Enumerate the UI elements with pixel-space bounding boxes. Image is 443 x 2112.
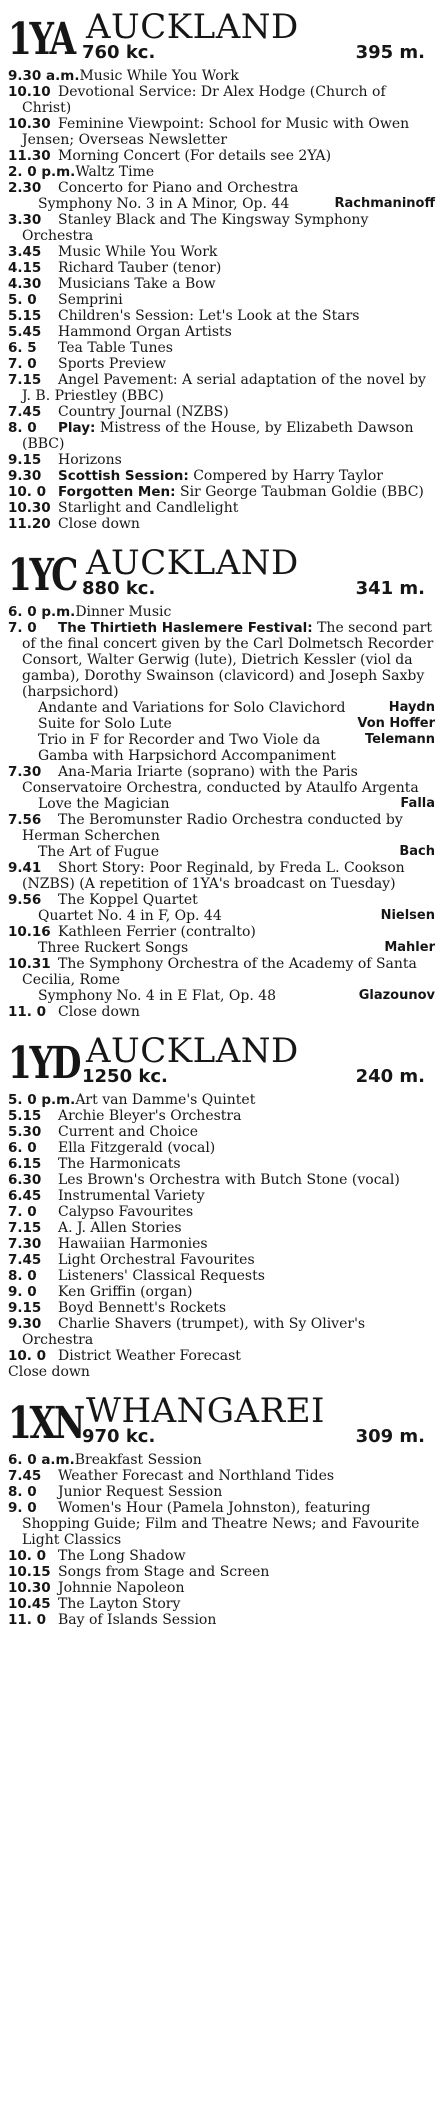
- programme-title: Current and Choice: [58, 1124, 199, 1140]
- programme-time: 5.30: [8, 1124, 42, 1140]
- programme-title: District Weather Forecast: [58, 1348, 241, 1364]
- programme-item: [8, 1236, 435, 1252]
- programme-feature: Scottish Session:: [58, 468, 189, 484]
- station-city: WHANGAREI: [86, 1391, 325, 1431]
- programme-item: [8, 1452, 435, 1468]
- programme-title: Close down: [58, 516, 140, 532]
- programme-time: 9. 0: [8, 1284, 37, 1300]
- programme-title: Ken Griffin (organ): [58, 1284, 193, 1300]
- station-callsign: 1YA: [8, 14, 74, 65]
- programme-item: [8, 1596, 435, 1612]
- programme-item: [8, 1284, 435, 1300]
- programme-title: The Symphony Orchestra of the Academy of Santa Cecilia, Rome: [22, 956, 417, 988]
- station-wavelength: 341 m.: [355, 578, 425, 599]
- programme-time: 9.15: [8, 452, 42, 468]
- work-composer: Bach: [399, 844, 435, 859]
- station-0: [8, 6, 435, 532]
- programme-item: [8, 164, 435, 180]
- station-frequency: 760 kc.: [82, 42, 156, 63]
- work-title: Quartet No. 4 in F, Op. 44: [38, 908, 222, 924]
- programme-item: [8, 324, 435, 340]
- station-wavelength: 240 m.: [355, 1066, 425, 1087]
- programme-item: [8, 484, 435, 500]
- programme-work: [8, 908, 435, 924]
- programme-time: 10.30: [8, 500, 51, 516]
- programme-title: Compered by Harry Taylor: [193, 468, 383, 484]
- programme-list: [8, 604, 435, 1020]
- programme-time: 7. 0: [8, 356, 37, 372]
- programme-title: Boyd Bennett's Rockets: [58, 1300, 227, 1316]
- programme-item: [8, 1140, 435, 1156]
- programme-time: 11.30: [8, 148, 51, 164]
- programme-item: [8, 84, 435, 116]
- programme-title: The Koppel Quartet: [58, 892, 198, 908]
- station-city: AUCKLAND: [86, 543, 299, 583]
- programme-item: [8, 764, 435, 796]
- programme-time: 9.30: [8, 468, 42, 484]
- programme-time: 11.20: [8, 516, 51, 532]
- programme-time: 8. 0: [8, 1268, 37, 1284]
- programme-time: 10.31: [8, 956, 51, 972]
- programme-item: [8, 1108, 435, 1124]
- programme-title: Children's Session: Let's Look at the Stars: [58, 308, 360, 324]
- programme-time: 10. 0: [8, 1348, 47, 1364]
- programme-title: The Beromunster Radio Orchestra conducted by Herman Scherchen: [22, 812, 403, 844]
- programme-title: The Layton Story: [58, 1596, 181, 1612]
- programme-item: [8, 276, 435, 292]
- programme-time: 10.45: [8, 1596, 51, 1612]
- programme-item: [8, 1612, 435, 1628]
- programme-work: [8, 796, 435, 812]
- programme-item: [8, 1564, 435, 1580]
- programme-item: [8, 1092, 435, 1108]
- programme-title: Angel Pavement: A serial adaptation of the novel by J. B. Priestley (BBC): [22, 372, 426, 404]
- programme-time: 10.10: [8, 84, 51, 100]
- programme-item: [8, 212, 435, 244]
- programme-time: 2.30: [8, 180, 42, 196]
- programme-title: Breakfast Session: [74, 1452, 202, 1468]
- programme-item: [8, 1156, 435, 1172]
- programme-time: 6.45: [8, 1188, 42, 1204]
- work-composer: Falla: [400, 796, 435, 811]
- programme-time: 7.45: [8, 404, 42, 420]
- programme-item: [8, 468, 435, 484]
- programme-time: 5.15: [8, 308, 42, 324]
- programme-title: Tea Table Tunes: [58, 340, 173, 356]
- station-callsign: 1YD: [8, 1038, 80, 1089]
- programme-title: Women's Hour (Pamela Johnston), featuring Shopping Guide; Film and Theatre News; and Favourite Light Classics: [22, 1500, 420, 1548]
- station-wavelength: 395 m.: [355, 42, 425, 63]
- programme-item: [8, 1500, 435, 1548]
- programme-item: [8, 308, 435, 324]
- station-callsign: 1XN: [8, 1398, 83, 1449]
- frequency-line: [82, 580, 435, 598]
- programme-title: Les Brown's Orchestra with Butch Stone (vocal): [58, 1172, 400, 1188]
- programme-time: 7.56: [8, 812, 42, 828]
- programme-time: 7.15: [8, 372, 42, 388]
- station-header: [8, 542, 435, 601]
- programme-feature: Play:: [58, 420, 96, 436]
- station-header: [8, 1390, 435, 1449]
- station-frequency: 970 kc.: [82, 1426, 156, 1447]
- station-header-details: [82, 1031, 435, 1087]
- programme-item: [8, 260, 435, 276]
- programme-time: 3.30: [8, 212, 42, 228]
- programme-title: Feminine Viewpoint: School for Music with Owen Jensen; Overseas Newsletter: [22, 116, 410, 148]
- programme-title: Sir George Taubman Goldie (BBC): [179, 484, 424, 500]
- programme-time: 9.41: [8, 860, 42, 876]
- programme-time: 3.45: [8, 244, 42, 260]
- programme-title: The second part of the final concert given by the Carl Dolmetsch Recorder Consort, Walter Gerwig (lute), Dietrich Kessler (viol da gamba), Dorothy Swainson (clavicord) and Joseph Saxby (harpsichord): [22, 620, 434, 700]
- station-header-details: [82, 543, 435, 599]
- programme-title: Music While You Work: [79, 68, 239, 84]
- station-1: [8, 542, 435, 1020]
- programme-item: [8, 500, 435, 516]
- programme-work: [8, 716, 435, 732]
- programme-title: Dinner Music: [75, 604, 172, 620]
- programme-item: [8, 860, 435, 892]
- programme-title: Instrumental Variety: [58, 1188, 205, 1204]
- programme-time: 9.56: [8, 892, 42, 908]
- programme-time: 7.45: [8, 1468, 42, 1484]
- programme-time: 9.30: [8, 1316, 42, 1332]
- programme-title: Charlie Shavers (trumpet), with Sy Oliver's Orchestra: [22, 1316, 366, 1348]
- programme-title: Ella Fitzgerald (vocal): [58, 1140, 216, 1156]
- programme-time: 10.30: [8, 1580, 51, 1596]
- programme-title: Concerto for Piano and Orchestra: [58, 180, 299, 196]
- programme-title: Light Orchestral Favourites: [58, 1252, 255, 1268]
- work-composer: Von Hoffer: [357, 716, 435, 731]
- programme-time: 6. 0: [8, 1140, 37, 1156]
- programme-time: 6.30: [8, 1172, 42, 1188]
- programme-item: [8, 1300, 435, 1316]
- programme-item: [8, 292, 435, 308]
- programme-time: 7. 0: [8, 620, 37, 636]
- programme-item: [8, 812, 435, 844]
- programme-time: 8. 0: [8, 420, 37, 436]
- programme-title: Hawaiian Harmonies: [58, 1236, 208, 1252]
- programme-item: [8, 1468, 435, 1484]
- programme-title: Songs from Stage and Screen: [58, 1564, 270, 1580]
- programme-time: 4.30: [8, 276, 42, 292]
- programme-title: Morning Concert (For details see 2YA): [58, 148, 332, 164]
- work-composer: Glazounov: [358, 988, 435, 1003]
- work-composer: Telemann: [364, 732, 435, 747]
- work-composer: Haydn: [388, 700, 435, 715]
- programme-time: 7.30: [8, 764, 42, 780]
- programme-title: Music While You Work: [58, 244, 218, 260]
- programme-item: [8, 356, 435, 372]
- programme-time: 10.15: [8, 1564, 51, 1580]
- programme-time: 5.15: [8, 1108, 42, 1124]
- programme-work: [8, 196, 435, 212]
- programme-title: Johnnie Napoleon: [58, 1580, 185, 1596]
- programme-title: Country Journal (NZBS): [58, 404, 229, 420]
- programme-title: Sports Preview: [58, 356, 166, 372]
- programme-time: 2. 0 p.m.: [8, 164, 76, 180]
- programme-item: [8, 244, 435, 260]
- programme-list: [8, 1452, 435, 1628]
- programme-title: Close down: [8, 1364, 90, 1380]
- programme-title: Richard Tauber (tenor): [58, 260, 222, 276]
- programme-item: [8, 1252, 435, 1268]
- programme-time: 10.30: [8, 116, 51, 132]
- programme-time: 9.30 a.m.: [8, 68, 80, 84]
- programme-title: Close down: [58, 1004, 140, 1020]
- programme-item: [8, 1484, 435, 1500]
- work-title: Symphony No. 4 in E Flat, Op. 48: [38, 988, 277, 1004]
- station-callsign: 1YC: [8, 550, 77, 601]
- programme-time: 10. 0: [8, 1548, 47, 1564]
- programme-item: [8, 516, 435, 532]
- programme-time: 7.45: [8, 1252, 42, 1268]
- programme-item: [8, 372, 435, 404]
- station-3: [8, 1390, 435, 1628]
- programme-item: [8, 452, 435, 468]
- programme-title: Bay of Islands Session: [58, 1612, 217, 1628]
- frequency-line: [82, 1428, 435, 1446]
- programme-time: 11. 0: [8, 1612, 47, 1628]
- programme-work: [8, 700, 435, 716]
- programme-title: A. J. Allen Stories: [58, 1220, 182, 1236]
- programme-time: 7. 0: [8, 1204, 37, 1220]
- station-wavelength: 309 m.: [355, 1426, 425, 1447]
- station-header: [8, 6, 435, 65]
- programme-item: [8, 620, 435, 700]
- programme-item: [8, 116, 435, 148]
- programme-item: [8, 924, 435, 940]
- programme-time: 9. 0: [8, 1500, 37, 1516]
- programme-title: Listeners' Classical Requests: [58, 1268, 265, 1284]
- programme-list: [8, 68, 435, 532]
- programme-item: [8, 1580, 435, 1596]
- work-title: Love the Magician: [38, 796, 170, 812]
- programme-title: Hammond Organ Artists: [58, 324, 232, 340]
- programme-title: Archie Bleyer's Orchestra: [58, 1108, 242, 1124]
- programme-work: [8, 940, 435, 956]
- programme-item: [8, 1188, 435, 1204]
- work-title: Trio in F for Recorder and Two Viole da Gamba with Harpsichord Accompaniment: [38, 732, 336, 764]
- programme-title: Musicians Take a Bow: [58, 276, 216, 292]
- programme-item: [8, 1124, 435, 1140]
- programme-title: Mistress of the House, by Elizabeth Dawson (BBC): [22, 420, 414, 452]
- programme-feature: Forgotten Men:: [58, 484, 176, 500]
- programme-title: Horizons: [58, 452, 122, 468]
- programme-time: 6.15: [8, 1156, 42, 1172]
- programme-title: The Long Shadow: [58, 1548, 186, 1564]
- work-composer: Nielsen: [380, 908, 435, 923]
- programme-time: 9.15: [8, 1300, 42, 1316]
- work-title: Andante and Variations for Solo Clavichord: [38, 700, 346, 716]
- programme-item: [8, 1004, 435, 1020]
- programme-item: [8, 420, 435, 452]
- programme-time: 4.15: [8, 260, 42, 276]
- programme-item: [8, 1348, 435, 1364]
- work-title: Suite for Solo Lute: [38, 716, 172, 732]
- programme-work: [8, 732, 435, 764]
- station-frequency: 880 kc.: [82, 578, 156, 599]
- station-header-details: [82, 7, 435, 63]
- frequency-line: [82, 44, 435, 62]
- station-city: AUCKLAND: [86, 1031, 299, 1071]
- programme-title: Waltz Time: [75, 164, 155, 180]
- programme-title: Stanley Black and The Kingsway Symphony Orchestra: [22, 212, 369, 244]
- programme-work: [8, 988, 435, 1004]
- station-frequency: 1250 kc.: [82, 1066, 168, 1087]
- programme-time: 5. 0: [8, 292, 37, 308]
- programme-item: [8, 956, 435, 988]
- programme-item: [8, 148, 435, 164]
- programme-list: [8, 1092, 435, 1380]
- programme-title: Junior Request Session: [58, 1484, 223, 1500]
- programme-item: [8, 1364, 435, 1380]
- work-title: The Art of Fugue: [38, 844, 160, 860]
- programme-time: 6. 0 a.m.: [8, 1452, 75, 1468]
- programme-item: [8, 180, 435, 196]
- work-title: Three Ruckert Songs: [38, 940, 189, 956]
- programme-work: [8, 844, 435, 860]
- work-title: Symphony No. 3 in A Minor, Op. 44: [38, 196, 290, 212]
- programme-title: Kathleen Ferrier (contralto): [58, 924, 256, 940]
- programme-title: Calypso Favourites: [58, 1204, 194, 1220]
- programme-time: 10. 0: [8, 484, 47, 500]
- programme-item: [8, 1548, 435, 1564]
- programme-time: 8. 0: [8, 1484, 37, 1500]
- programme-item: [8, 1220, 435, 1236]
- programme-time: 5. 0 p.m.: [8, 1092, 76, 1108]
- programme-item: [8, 68, 435, 84]
- programme-time: 6. 0 p.m.: [8, 604, 76, 620]
- programme-item: [8, 340, 435, 356]
- station-header-details: [82, 1391, 435, 1447]
- programme-time: 10.16: [8, 924, 51, 940]
- programme-title: Starlight and Candlelight: [58, 500, 239, 516]
- programme-item: [8, 1204, 435, 1220]
- work-composer: Rachmaninoff: [334, 196, 435, 211]
- programme-title: Devotional Service: Dr Alex Hodge (Church of Christ): [22, 84, 386, 116]
- programme-time: 11. 0: [8, 1004, 47, 1020]
- programme-title: Short Story: Poor Reginald, by Freda L. Cookson (NZBS) (A repetition of 1YA's broadcast on Tuesday): [22, 860, 405, 892]
- programme-time: 7.30: [8, 1236, 42, 1252]
- programme-item: [8, 404, 435, 420]
- frequency-line: [82, 1068, 435, 1086]
- station-2: [8, 1030, 435, 1380]
- programme-item: [8, 604, 435, 620]
- programme-item: [8, 1316, 435, 1348]
- programme-time: 6. 5: [8, 340, 37, 356]
- programme-item: [8, 1268, 435, 1284]
- programme-title: The Harmonicats: [58, 1156, 181, 1172]
- programme-feature: The Thirtieth Haslemere Festival:: [58, 620, 313, 636]
- programme-item: [8, 892, 435, 908]
- station-city: AUCKLAND: [86, 7, 299, 47]
- programme-title: Semprini: [58, 292, 123, 308]
- work-composer: Mahler: [384, 940, 435, 955]
- programme-item: [8, 1172, 435, 1188]
- programme-time: 7.15: [8, 1220, 42, 1236]
- programme-title: Art van Damme's Quintet: [75, 1092, 256, 1108]
- station-header: [8, 1030, 435, 1089]
- programme-time: 5.45: [8, 324, 42, 340]
- programme-title: Ana-Maria Iriarte (soprano) with the Paris Conservatoire Orchestra, conducted by Ataulfo Argenta: [22, 764, 419, 796]
- programme-title: Weather Forecast and Northland Tides: [58, 1468, 335, 1484]
